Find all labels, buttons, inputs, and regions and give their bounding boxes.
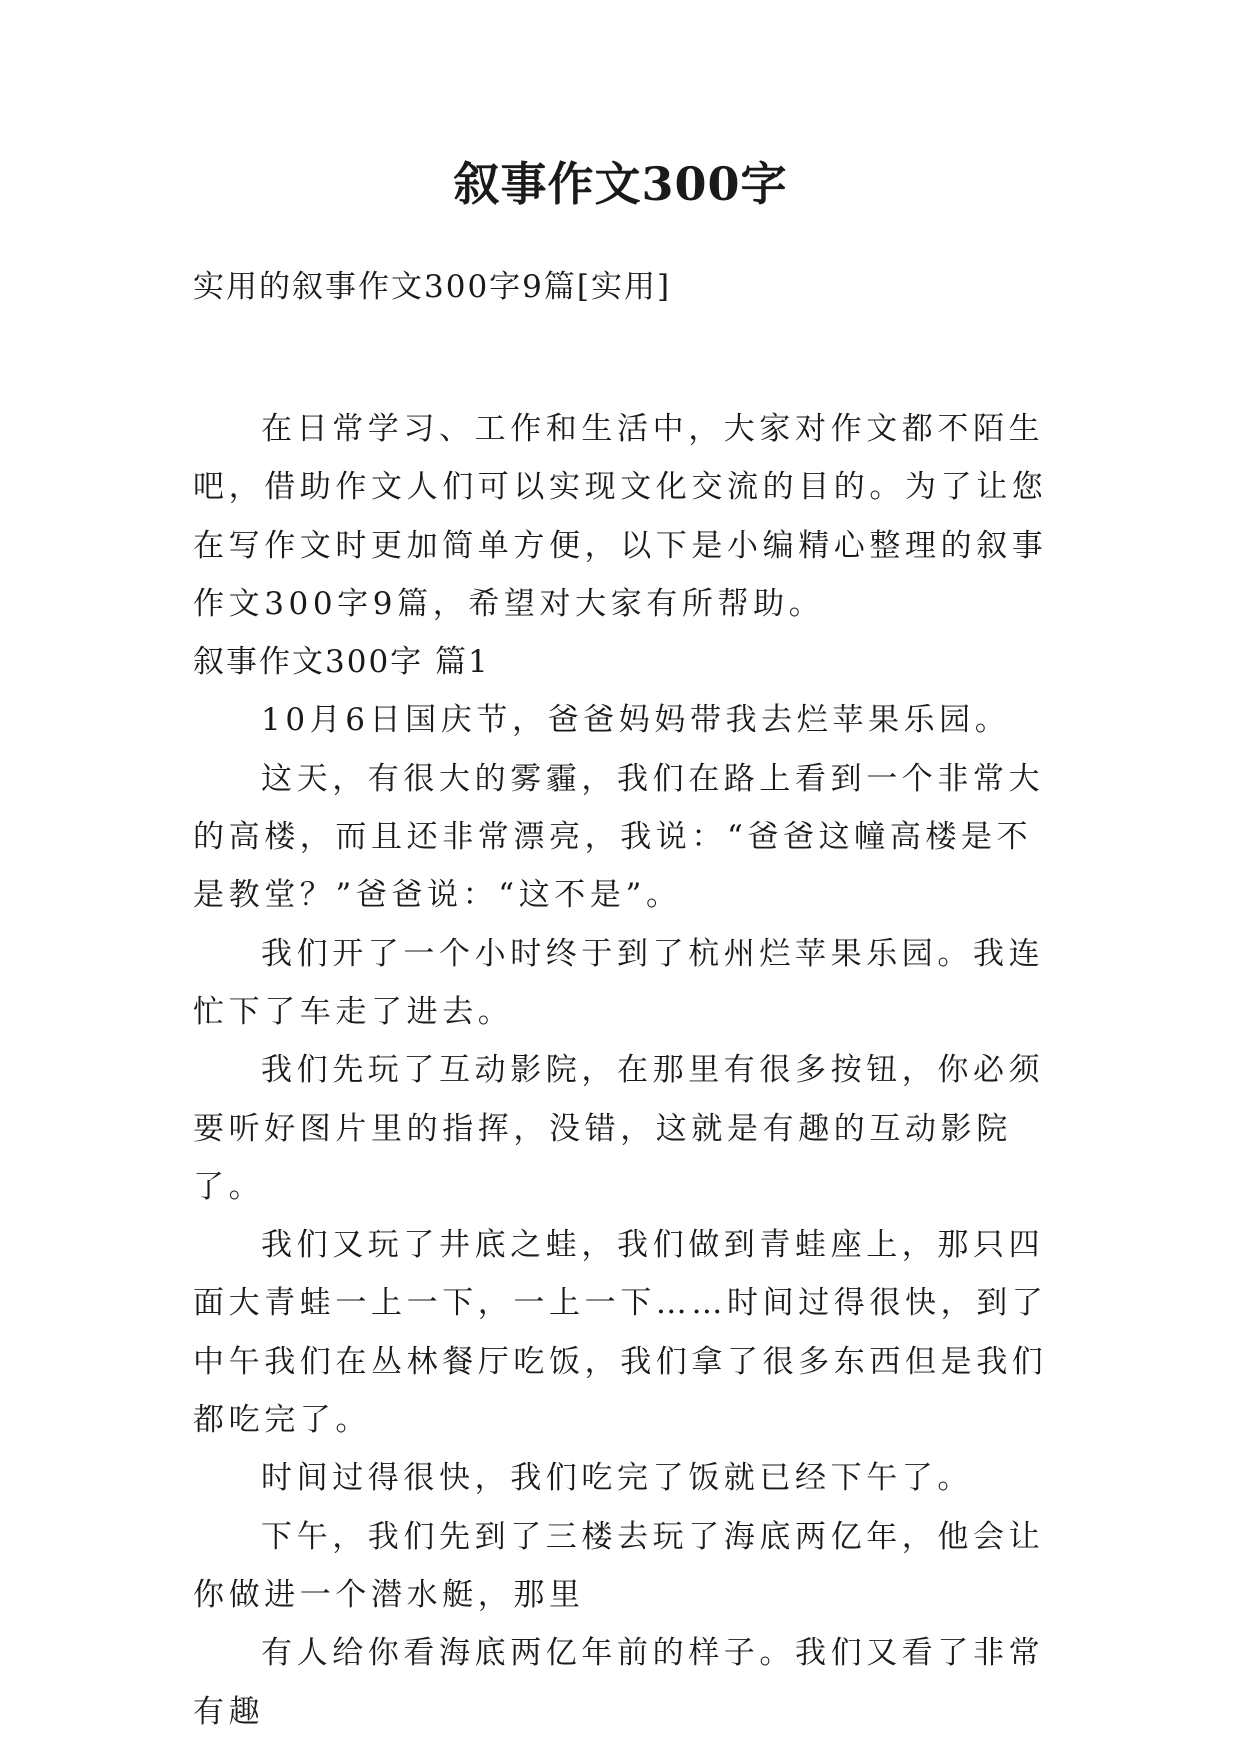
paragraph: 这天，有很大的雾霾，我们在路上看到一个非常大的高楼，而且还非常漂亮，我说：“爸爸这幢高楼是不是教堂？”爸爸说：“这不是”。 bbox=[193, 760, 1045, 914]
document-title: 叙事作文300字 bbox=[453, 157, 788, 211]
paragraph: 10月6日国庆节，爸爸妈妈带我去烂苹果乐园。 bbox=[261, 702, 1011, 739]
document-body bbox=[193, 400, 1053, 1741]
paragraph: 时间过得很快，我们吃完了饭就已经下午了。 bbox=[261, 1460, 973, 1497]
paragraph: 我们开了一个小时终于到了杭州烂苹果乐园。我连忙下了车走了进去。 bbox=[193, 935, 1045, 1030]
paragraph: 我们又玩了井底之蛙，我们做到青蛙座上，那只四面大青蛙一上一下，一上一下……时间过得很快，到了中午我们在丛林餐厅吃饭，我们拿了很多东西但是我们都吃完了。 bbox=[193, 1227, 1048, 1439]
paragraph: 下午，我们先到了三楼去玩了海底两亿年，他会让你做进一个潜水艇，那里 bbox=[193, 1518, 1045, 1613]
intro-paragraph: 在日常学习、工作和生活中，大家对作文都不陌生吧，借助作文人们可以实现文化交流的目的。为了让您在写作文时更加简单方便，以下是小编精心整理的叙事作文300字9篇，希望对大家有所帮助。 bbox=[193, 411, 1048, 622]
section-heading: 叙事作文300字 篇1 bbox=[193, 644, 490, 681]
document-subtitle: 实用的叙事作文300字9篇[实用] bbox=[193, 269, 672, 305]
paragraph: 我们先玩了互动影院，在那里有很多按钮，你必须要听好图片里的指挥，没错，这就是有趣的互动影院了。 bbox=[193, 1052, 1045, 1205]
paragraph: 有人给你看海底两亿年前的样子。我们又看了非常有趣 bbox=[193, 1635, 1045, 1730]
